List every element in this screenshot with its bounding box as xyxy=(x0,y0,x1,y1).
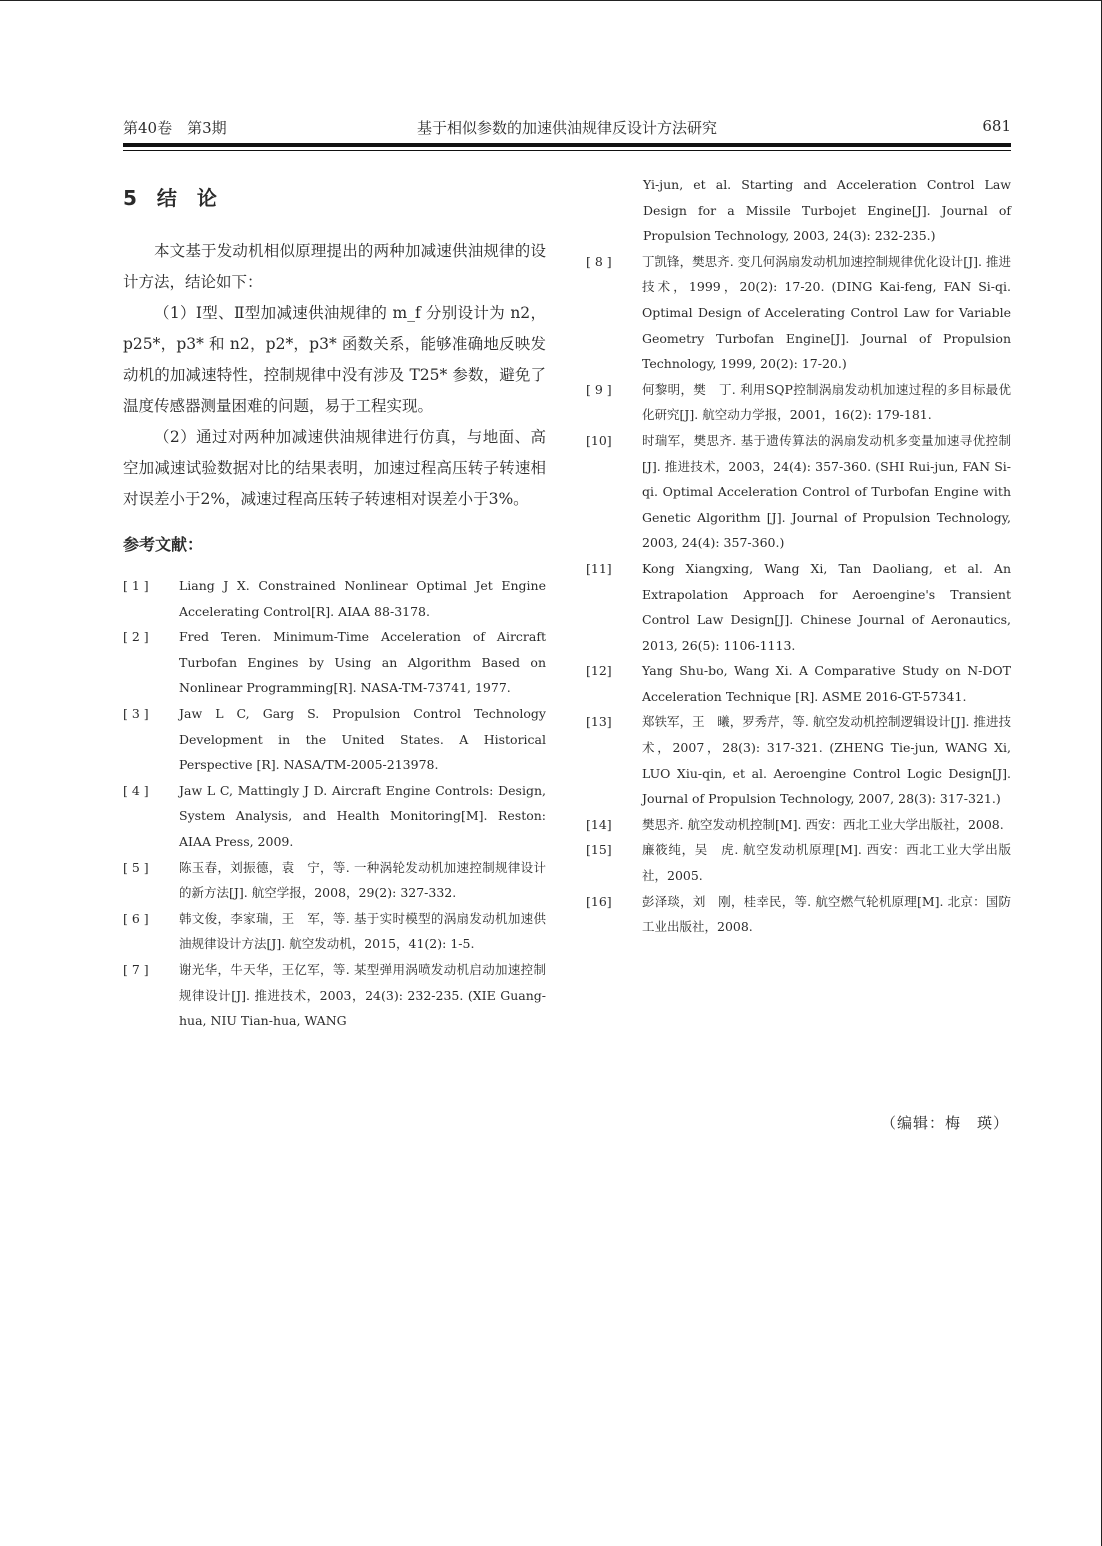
reference-item xyxy=(586,889,1011,940)
reference-text: 时瑞军，樊思齐. 基于遗传算法的涡扇发动机多变量加速寻优控制[J]. 推进技术，2003，24(4): 357-360. (SHI Rui-jun, FAN Si-qi. Optimal Acceleration Control of Turbofan Engine with Genetic Algorithm [J]. Journal of Propulsion Technology, 2003, 24(4): 357-360.) xyxy=(642,432,1011,551)
reference-text: 丁凯锋，樊思齐. 变几何涡扇发动机加速控制规律优化设计[J]. 推进技术，1999，20(2): 17-20. (DING Kai-feng, FAN Si-qi. Optimal Design of Accelerating Control Law for Variable Geometry Turbofan Engine[J]. Journal of Propulsion Technology, 1999, 20(2): 17-20.) xyxy=(642,253,1011,372)
reference-number: [14] xyxy=(586,816,612,832)
reference-number: [ 4 ] xyxy=(123,782,149,798)
reference-number: [11] xyxy=(586,560,612,576)
reference-text: Jaw L C, Garg S. Propulsion Control Technology Development in the United States. A Historical Perspective [R]. NASA/TM-2005-213978. xyxy=(179,705,546,773)
reference-text: 彭泽琰，刘 刚，桂幸民，等. 航空燃气轮机原理[M]. 北京：国防工业出版社，2008. xyxy=(642,893,1011,935)
editor-credit: （编辑：梅 瑛） xyxy=(880,1114,1009,1132)
reference-item xyxy=(586,249,1011,377)
header-rule-thin xyxy=(123,150,1011,151)
reference-number: [16] xyxy=(586,893,612,909)
reference-item xyxy=(123,701,546,778)
paragraph: 本文基于发动机相似原理提出的两种加减速供油规律的设计方法，结论如下： xyxy=(123,242,546,291)
references-heading: 参考文献： xyxy=(123,535,204,554)
reference-text: Liang J X. Constrained Nonlinear Optimal Jet Engine Accelerating Control[R]. AIAA 88-3178. xyxy=(179,578,546,619)
reference-item xyxy=(586,837,1011,888)
reference-item xyxy=(586,658,1011,709)
reference-item xyxy=(123,573,546,624)
reference-item xyxy=(586,709,1011,811)
paragraph: （1）Ⅰ型、Ⅱ型加减速供油规律的 m_f 分别设计为 n2，p25*，p3* 和 n2，p2*，p3* 函数关系，能够准确地反映发动机的加减速特性，控制规律中没有涉及 T25* 参数，避免了温度传感器测量困难的问题，易于工程实现。 xyxy=(123,304,546,415)
reference-item xyxy=(586,556,1011,658)
reference-item xyxy=(123,778,546,855)
reference-number: [ 7 ] xyxy=(123,961,149,977)
reference-text: Jaw L C, Mattingly J D. Aircraft Engine Controls: Design, System Analysis, and Health Monitoring[M]. Reston: AIAA Press, 2009. xyxy=(179,782,546,849)
reference-item xyxy=(123,906,546,957)
reference-list-right xyxy=(586,249,1011,940)
page-number: 681 xyxy=(982,117,1011,135)
reference-number: [ 2 ] xyxy=(123,629,149,645)
reference-number: [ 3 ] xyxy=(123,705,149,721)
reference-text: Yang Shu-bo, Wang Xi. A Comparative Study on N-DOT Acceleration Technique [R]. ASME 2016-GT-57341. xyxy=(642,663,1011,704)
reference-item xyxy=(586,428,1011,556)
volume-issue: 第40卷 第3期 xyxy=(123,119,227,137)
reference-number: [ 8 ] xyxy=(586,253,612,269)
reference-item xyxy=(123,957,546,1034)
running-title: 基于相似参数的加速供油规律反设计方法研究 xyxy=(416,119,717,137)
reference-text: Fred Teren. Minimum-Time Acceleration of Aircraft Turbofan Engines by Using an Algorithm Based on Nonlinear Programming[R]. NASA-TM-73741, 1977. xyxy=(179,629,546,696)
reference-number: [15] xyxy=(586,842,612,858)
section-title: 5 结 论 xyxy=(123,186,217,210)
reference-text: 陈玉春，刘振德，袁 宁，等. 一种涡轮发动机加速控制规律设计的新方法[J]. 航空学报，2008，29(2): 327-332. xyxy=(179,859,546,901)
reference-text: 樊思齐. 航空发动机控制[M]. 西安：西北工业大学出版社，2008. xyxy=(642,816,1004,832)
left-column xyxy=(123,186,546,1034)
reference-number: [ 5 ] xyxy=(123,859,149,875)
paragraph: （2）通过对两种加减速供油规律进行仿真，与地面、高空加减速试验数据对比的结果表明，加速过程高压转子转速相对误差小于2%，减速过程高压转子转速相对误差小于3%。 xyxy=(123,428,546,508)
reference-number: [ 1 ] xyxy=(123,578,149,593)
reference-text: 郑铁军，王 曦，罗秀芹，等. 航空发动机控制逻辑设计[J]. 推进技术，2007，28(3): 317-321. (ZHENG Tie-jun, WANG Xi, LUO Xiu-qin, et al. Aeroengine Control Logic Design[J]. Journal of Propulsion Technology, 2007, 28(3): 317-321.) xyxy=(642,714,1011,807)
reference-number: [12] xyxy=(586,663,612,679)
running-head xyxy=(123,117,1011,139)
reference-item xyxy=(123,624,546,701)
reference-number: [ 9 ] xyxy=(586,381,612,397)
reference-text: 谢光华，牛天华，王亿军，等. 某型弹用涡喷发动机启动加速控制规律设计[J]. 推进技术，2003，24(3): 232-235. (XIE Guang-hua, NIU Tian-hua, WANG xyxy=(179,961,546,1029)
page-edge-top xyxy=(0,0,1102,1)
reference-item xyxy=(123,855,546,906)
reference-item xyxy=(586,812,1011,838)
reference-item xyxy=(586,377,1011,428)
reference-text: 何黎明，樊 丁. 利用SQP控制涡扇发动机加速过程的多目标最优化研究[J]. 航空动力学报，2001，16(2): 179-181. xyxy=(642,381,1011,423)
reference-text: 廉筱纯，吴 虎. 航空发动机原理[M]. 西安：西北工业大学出版社，2005. xyxy=(642,842,1011,884)
reference-continuation: Yi-jun, et al. Starting and Acceleration Control Law Design for a Missile Turbojet Engine[J]. Journal of Propulsion Technology, 2003, 24(3): 232-235.) xyxy=(643,177,1011,244)
reference-number: [ 6 ] xyxy=(123,910,149,926)
header-rule-thick xyxy=(123,143,1011,147)
reference-list-left xyxy=(123,573,546,1034)
reference-number: [10] xyxy=(586,432,612,448)
reference-text: 韩文俊，李家瑞，王 军，等. 基于实时模型的涡扇发动机加速供油规律设计方法[J]. 航空发动机，2015，41(2): 1-5. xyxy=(179,910,546,952)
reference-text: Kong Xiangxing, Wang Xi, Tan Daoliang, et al. An Extrapolation Approach for Aeroengine's Transient Control Law Design[J]. Chinese Journal of Aeronautics, 2013, 26(5): 1106-1113. xyxy=(642,560,1011,653)
right-column xyxy=(586,172,1011,940)
reference-number: [13] xyxy=(586,714,612,730)
